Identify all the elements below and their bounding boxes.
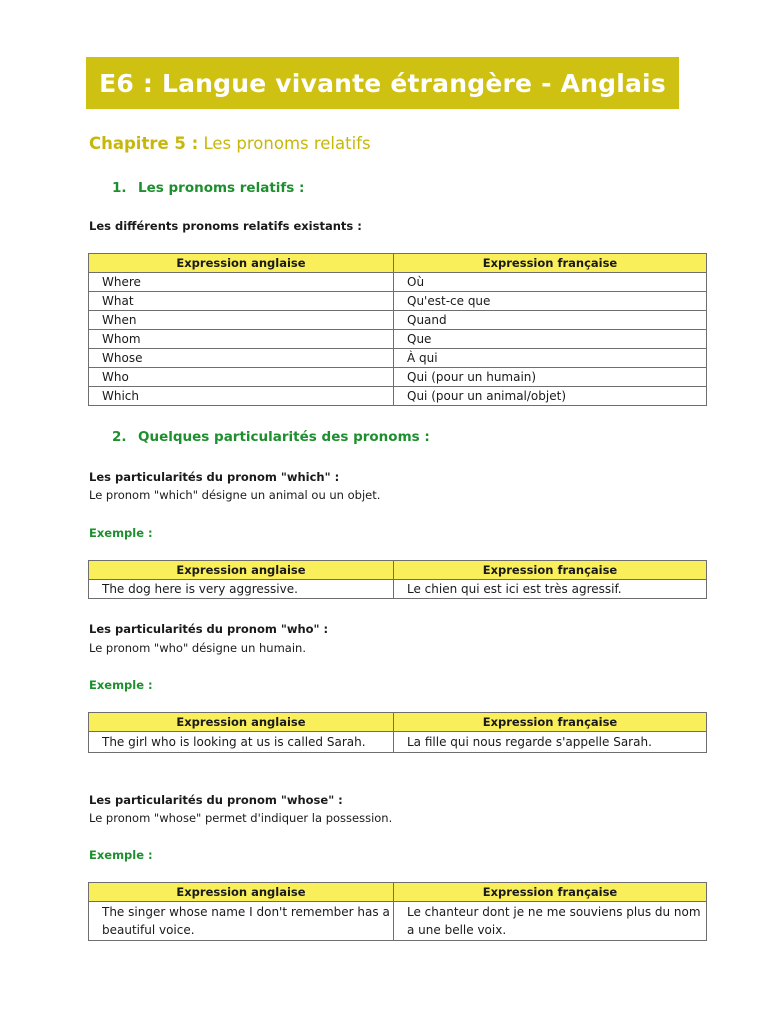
table-cell: Whose (89, 349, 394, 368)
chapter-title: Les pronoms relatifs (203, 134, 371, 153)
section-1-title: Les pronoms relatifs : (138, 180, 305, 196)
table-row (89, 349, 707, 368)
who-heading: Les particularités du pronom "who" : (89, 622, 329, 636)
table-cell: The girl who is looking at us is called Sarah. (89, 732, 394, 753)
section-2-heading (112, 429, 430, 445)
who-description: Le pronom "who" désigne un humain. (89, 641, 306, 655)
table-cell: Which (89, 387, 394, 406)
who-example-label: Exemple : (89, 678, 153, 692)
column-header: Expression anglaise (89, 254, 394, 273)
table-cell: À qui (394, 349, 707, 368)
which-example-label: Exemple : (89, 526, 153, 540)
relative-pronouns-table (88, 253, 707, 406)
table-cell: What (89, 292, 394, 311)
whose-example-label: Exemple : (89, 848, 153, 862)
which-heading: Les particularités du pronom "which" : (89, 470, 340, 484)
table-cell: Le chanteur dont je ne me souviens plus du nom a une belle voix. (394, 902, 707, 941)
chapter-lead: Chapitre 5 : (89, 134, 199, 153)
whose-example-table (88, 882, 707, 941)
table-cell: Qui (pour un humain) (394, 368, 707, 387)
section-1-number: 1. (112, 180, 127, 196)
section-2-number: 2. (112, 429, 127, 445)
table-cell: Que (394, 330, 707, 349)
table-cell: Qu'est-ce que (394, 292, 707, 311)
column-header: Expression anglaise (89, 561, 394, 580)
table-row (89, 273, 707, 292)
which-example-table (88, 560, 707, 599)
table-header-row (89, 713, 707, 732)
table-cell: Qui (pour un animal/objet) (394, 387, 707, 406)
whose-description: Le pronom "whose" permet d'indiquer la possession. (89, 811, 393, 825)
table-row (89, 368, 707, 387)
which-description: Le pronom "which" désigne un animal ou un objet. (89, 488, 381, 502)
table-row (89, 732, 707, 753)
table-row (89, 580, 707, 599)
who-example-table (88, 712, 707, 753)
table-cell: Where (89, 273, 394, 292)
column-header: Expression française (394, 254, 707, 273)
table-cell: The dog here is very aggressive. (89, 580, 394, 599)
table-cell: Le chien qui est ici est très agressif. (394, 580, 707, 599)
table-row (89, 330, 707, 349)
table-header-row (89, 883, 707, 902)
table-header-row (89, 561, 707, 580)
table-cell: The singer whose name I don't remember has a beautiful voice. (89, 902, 394, 941)
table-cell: Quand (394, 311, 707, 330)
chapter-heading (89, 134, 371, 153)
column-header: Expression française (394, 561, 707, 580)
page-title-banner (86, 57, 679, 109)
section-2-title: Quelques particularités des pronoms : (138, 429, 430, 445)
page-title: E6 : Langue vivante étrangère - Anglais (99, 68, 666, 98)
section-1-heading (112, 180, 304, 196)
table-cell: Who (89, 368, 394, 387)
table-header-row (89, 254, 707, 273)
whose-heading: Les particularités du pronom "whose" : (89, 793, 343, 807)
table-cell: Whom (89, 330, 394, 349)
table-row (89, 387, 707, 406)
table-cell: When (89, 311, 394, 330)
column-header: Expression anglaise (89, 713, 394, 732)
column-header: Expression française (394, 883, 707, 902)
table-row (89, 902, 707, 941)
column-header: Expression anglaise (89, 883, 394, 902)
section-1-subtitle: Les différents pronoms relatifs existants : (89, 219, 362, 233)
table-row (89, 311, 707, 330)
table-row (89, 292, 707, 311)
table-cell: Où (394, 273, 707, 292)
column-header: Expression française (394, 713, 707, 732)
table-cell: La fille qui nous regarde s'appelle Sarah. (394, 732, 707, 753)
